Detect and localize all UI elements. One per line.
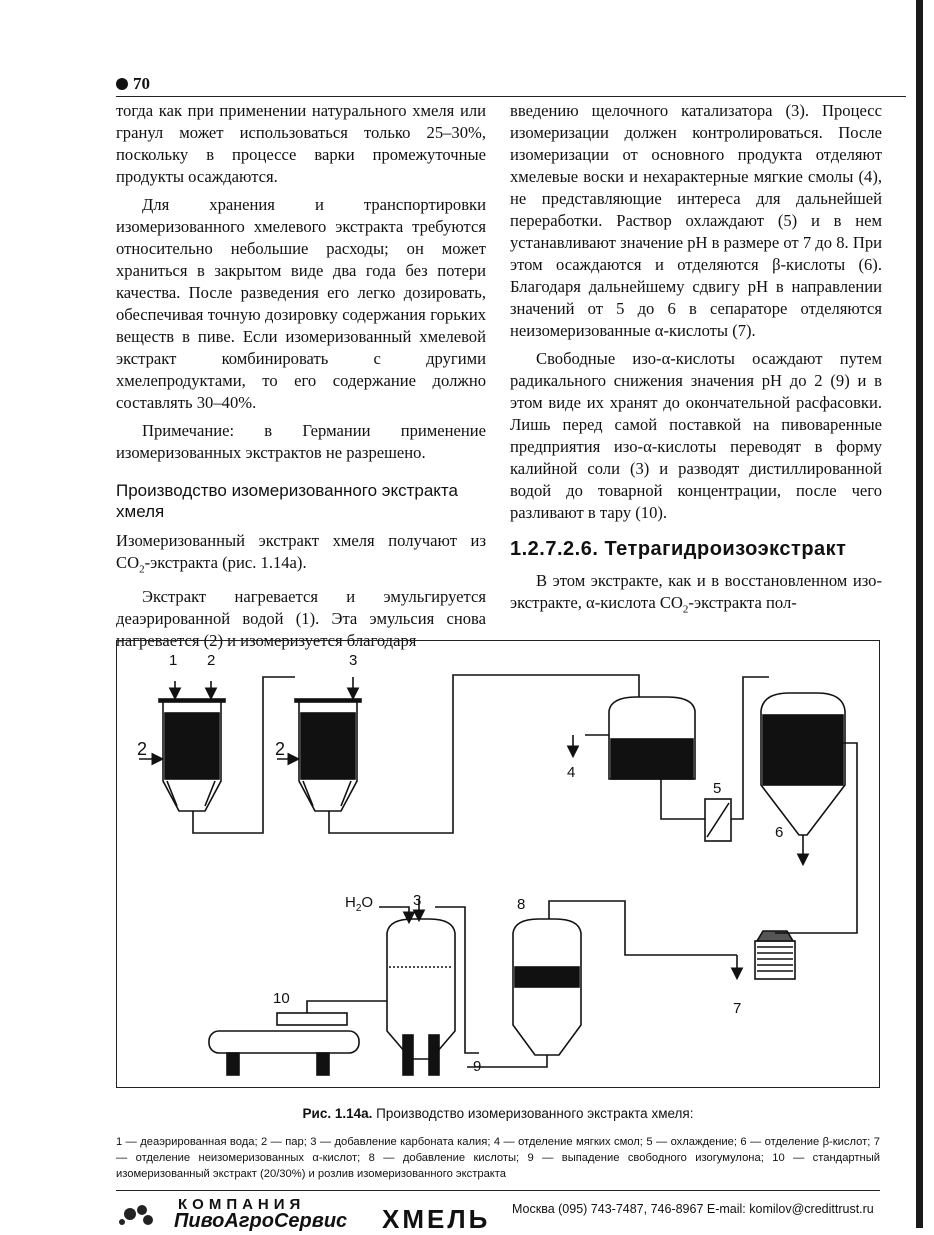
diagram-label: 3 xyxy=(349,652,358,669)
header-rule xyxy=(116,96,906,97)
paragraph: Изомеризованный экстракт хмеля получают из $CO_2$-экстракта (рис. 1.14а). xyxy=(116,531,486,576)
tank-6 xyxy=(761,693,845,835)
separator-7 xyxy=(755,931,795,979)
diagram-label: 9 xyxy=(473,1058,482,1075)
figure-caption: Рис. 1.14а. Производство изомеризованного экстракта хмеля: xyxy=(302,1106,694,1121)
page-number-bullet-icon xyxy=(116,78,128,90)
footer-ad xyxy=(116,1196,906,1234)
left-column xyxy=(116,100,486,652)
tank-2 xyxy=(295,699,361,811)
brand-name: ХМЕЛЬ xyxy=(382,1204,491,1234)
paragraph: В этом экстракте, как и в восстановленном изо-экстракте, α-кислота $CO_2$-экстракта пол- xyxy=(510,571,882,616)
section-heading: 1.2.7.2.6. Тетрагидроизоэкстракт xyxy=(510,538,847,560)
diagram-label: 3 xyxy=(413,892,422,909)
paragraph: введению щелочного катализатора (3). Процесс изомеризации должен контролироваться. После изомеризации от основного продукта отделяют хмелевые воски и нехарактерные мягкие смолы (4), не представляющие интереса для дальнейшей переработки. Раствор охлаждают (5) и в нем устанавливают значение pH в размере от 7 до 8. При этом осаждаются и отделяются β-кислоты (6). Благодаря дальнейшему сдвигу pH в направлении значений от 5 до 6 в сепараторе отделяются неизомеризованные α-кислоты (7). xyxy=(510,101,882,340)
page-edge-shadow xyxy=(916,0,923,1228)
diagram-label: 2 xyxy=(275,739,286,759)
diagram-label: 10 xyxy=(273,990,290,1007)
paragraph: Для хранения и транспортировки изомеризованного хмелевого экстракта требуются относительно небольшие расходы; он может храниться в закрытом виде два года без потери качества. После разведения его легко дозировать, обеспечивая точную дозировку содержания горьких веществ в пиве. Если изомеризованный хмелевой экстракт комбинировать с другими хмелепродуктами, то его содержание должно составлять 30–40%. xyxy=(116,195,486,412)
section-heading: Производство изомеризованного экстракта хмеля xyxy=(116,481,458,521)
diagram-label: 7 xyxy=(733,1000,742,1017)
paragraph: Примечание: в Германии применение изомеризованных экстрактов не разрешено. xyxy=(116,421,486,462)
diagram-label: 1 xyxy=(169,652,178,669)
company-name: ПивоАгроСервис xyxy=(174,1210,348,1232)
tank-3 xyxy=(609,697,695,779)
paragraph: Свободные изо-α-кислоты осаждают путем радикального снижения значения pH до 2 (9) и в этом виде их хранят до окончательной расфасовки. Лишь перед самой поставкой на пивоваренные предприятия изо-α-кислоты переводят в форму калийной соли (3) и разводят дистиллированной водой до товарной концентрации, после чего разливают в тару (10). xyxy=(510,349,882,522)
diagram-label: 2 xyxy=(137,739,148,759)
hop-logo-icon xyxy=(116,1200,162,1228)
footer-rule xyxy=(116,1190,880,1191)
diagram-label: 5 xyxy=(713,780,722,797)
tank-8 xyxy=(513,919,581,1055)
diagram-label: 6 xyxy=(775,824,784,841)
right-column xyxy=(510,100,882,620)
diagram-label: 4 xyxy=(567,764,576,781)
paragraph: Экстракт нагревается и эмульгируется деаэрированной водой (1). Эта эмульсия снова нагревается (2) и изомеризуется благодаря xyxy=(116,587,486,651)
diagram-label: $H_2O$ xyxy=(345,894,374,914)
process-diagram xyxy=(116,640,880,1088)
contact-info: Москва (095) 743-7487, 746-8967 E-mail: komilov@credittrust.ru xyxy=(512,1202,874,1216)
diagram-label: 2 xyxy=(207,652,216,669)
figure-legend: 1 — деаэрированная вода; 2 — пар; 3 — добавление карбоната калия; 4 — отделение мягких смол; 5 — охлаждение; 6 — отделение β-кислот; 7 — отделение неизомеризованных α-кислот; 8 — добавление кислоты; 9 — выпадение свободного изогумулона; 10 — стандартный изомеризованный экстракт (20/30%) и розлив изомеризованного экстракта xyxy=(116,1136,880,1180)
paragraph: тогда как при применении натурального хмеля или гранул может использоваться только 25–30%, поскольку в процессе варки промежуточные продукты осаждаются. xyxy=(116,101,486,186)
page-number-text: 70 xyxy=(133,74,150,93)
diagram-label: 8 xyxy=(517,896,526,913)
tank-1 xyxy=(159,699,225,811)
process-diagram-svg xyxy=(117,641,881,1089)
company-label: КОМПАНИЯ xyxy=(178,1196,306,1213)
tank-acid xyxy=(387,919,455,1075)
page-number xyxy=(116,74,150,94)
storage-tank-10 xyxy=(209,1013,359,1075)
